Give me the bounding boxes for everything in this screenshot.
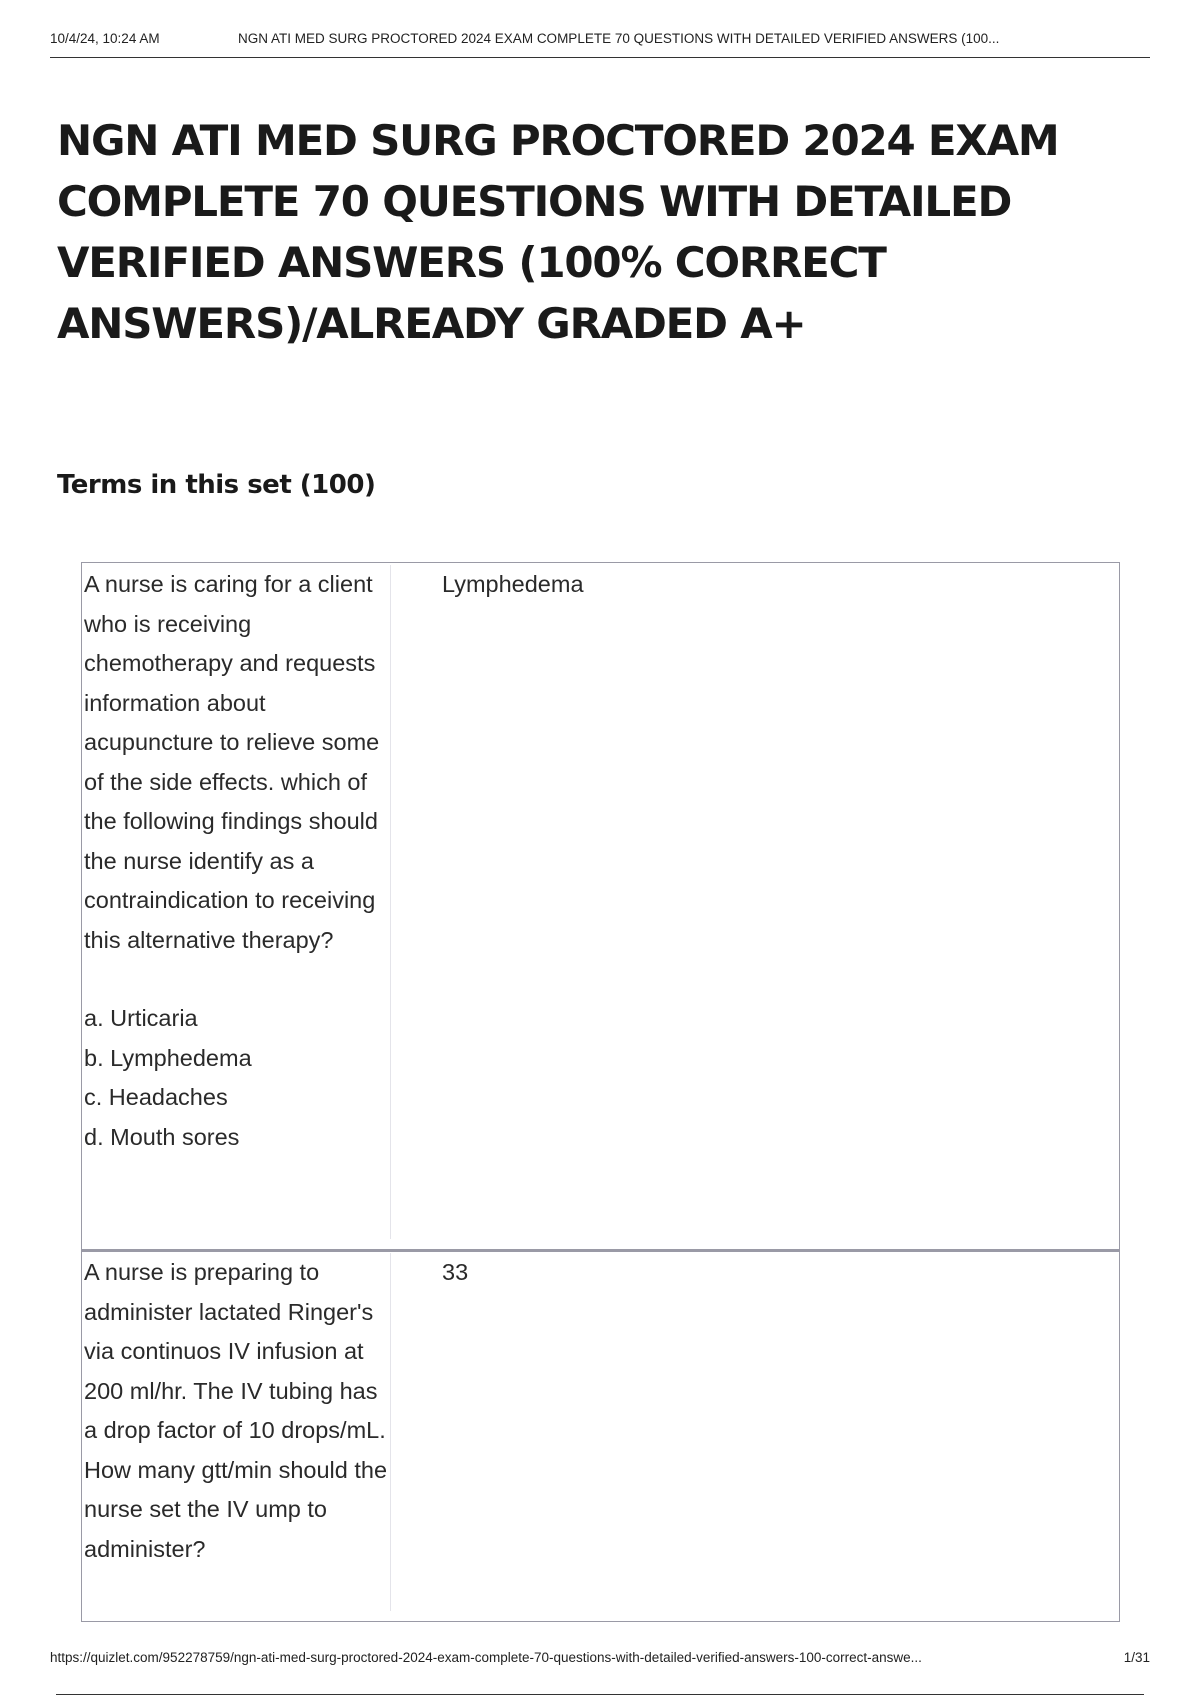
question-text: A nurse is preparing to administer lactated Ringer's via continuos IV infusion at 200 ml/hr. The IV tubing has a drop factor of 10 drops/mL. How many gtt/min should the nurse set the IV ump to administer? xyxy=(84,1259,388,1562)
question-text: A nurse is caring for a client who is receiving chemotherapy and requests information about acupuncture to relieve some of the side effects. which of the following findings should the nurse identify as a contraindication to receiving this alternative therapy? xyxy=(84,571,380,953)
answer-option: c. Headaches xyxy=(84,1084,228,1110)
term-card xyxy=(82,563,1119,1252)
answer-option: d. Mouth sores xyxy=(84,1123,240,1150)
answer-option: b. Lymphedema xyxy=(84,1044,252,1071)
term-question xyxy=(84,565,391,1239)
print-url: https://quizlet.com/952278759/ngn-ati-med-surg-proctored-2024-exam-complete-70-questions-with-detailed-verified-answers-100-correct-answe... xyxy=(50,1650,922,1665)
term-answer: Lymphedema xyxy=(442,571,584,597)
answer-options xyxy=(84,999,390,1157)
term-card xyxy=(82,1252,1119,1621)
print-date: 10/4/24, 10:24 AM xyxy=(50,31,160,46)
page-title: NGN ATI MED SURG PROCTORED 2024 EXAM COMPLETE 70 QUESTIONS WITH DETAILED VERIFIED ANSWERS (100% CORRECT ANSWERS)/ALREADY GRADED A+ xyxy=(57,116,1059,348)
page-number: 1/31 xyxy=(1123,1650,1150,1665)
terms-set-heading: Terms in this set (100) xyxy=(57,470,376,500)
term-answer: 33 xyxy=(442,1259,469,1285)
answer-option: a. Urticaria xyxy=(84,1005,198,1031)
terms-list xyxy=(81,562,1120,1622)
footer-divider xyxy=(56,1694,1144,1695)
print-document-title: NGN ATI MED SURG PROCTORED 2024 EXAM COMPLETE 70 QUESTIONS WITH DETAILED VERIFIED ANSWERS (100... xyxy=(238,31,1000,46)
print-header xyxy=(50,30,1150,58)
term-question xyxy=(84,1253,391,1611)
